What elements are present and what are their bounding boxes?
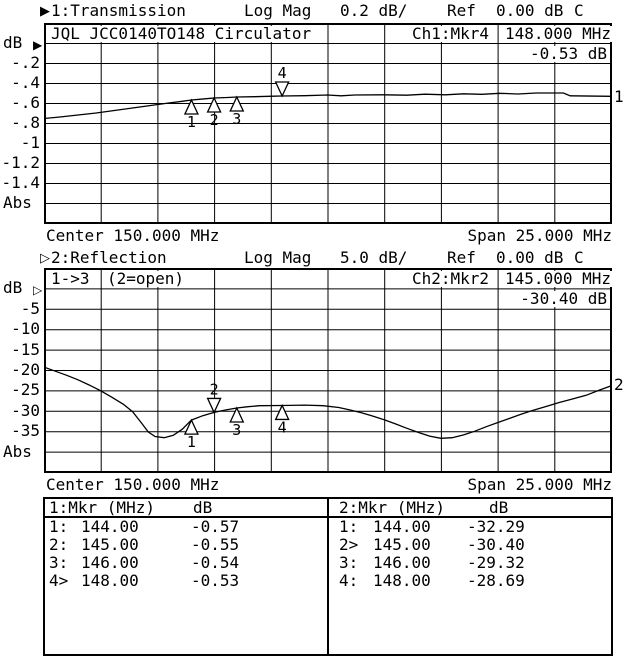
channel2-marker-readout-freq: 145.000 MHz (502, 271, 612, 287)
channel1-ref-label: Ref (447, 1, 476, 20)
channel2-abs-label: Abs (3, 442, 32, 461)
marker-table-cell: 148.00 (373, 571, 431, 590)
marker-2-triangle-icon (208, 98, 221, 112)
marker-table-cell: 4> (49, 571, 69, 590)
y-axis-label: -1.4 (1, 173, 40, 192)
marker-1-number: 1 (186, 433, 196, 452)
channel2-title-cell-condition: (2=open) (107, 269, 185, 288)
marker-table-ch1-title: 1:Mkr (MHz) (49, 498, 155, 517)
channel1-label: 1:Transmission (51, 1, 186, 20)
marker-table-cell: -32.29 (467, 517, 525, 536)
y-axis-label: -15 (11, 339, 40, 359)
marker-table-row (329, 536, 611, 554)
channel1-trace-number: 1 (614, 87, 624, 106)
channel1-active-arrow-icon: ▶ (40, 4, 50, 19)
channel2-inactive-arrow-icon: ▷ (40, 251, 50, 266)
marker-table-ch2-unit: dB (489, 498, 509, 517)
channel2-y-unit: dB (3, 278, 23, 297)
channel2-title-cell-path: 1->3 (51, 269, 90, 288)
channel2-status-flag: C (574, 248, 584, 267)
marker-table-cell: 2: (49, 535, 69, 554)
channel2-marker-readout-label: Ch2:Mkr2 (398, 271, 490, 287)
channel2-marker-readout-value: -30.40 dB (502, 291, 608, 307)
marker-table-row (45, 518, 327, 536)
y-axis-label: -.6 (11, 93, 40, 112)
marker-table-cell: -0.57 (191, 517, 240, 536)
channel1-device-title: JQL JCC0140TO148 Circulator (51, 24, 312, 43)
marker-table-row (45, 554, 327, 572)
y-axis-label: -20 (11, 360, 40, 379)
marker-table-cell: 2> (339, 535, 359, 554)
marker-table-ch2-title: 2:Mkr (MHz) (339, 498, 445, 517)
channel1-ref-value: 0.00 dB (496, 1, 564, 20)
channel1-y-unit: dB (3, 33, 23, 52)
marker-table-row (329, 518, 611, 536)
y-axis-label: -1.2 (1, 153, 40, 172)
marker-table-cell: -29.32 (467, 553, 525, 572)
marker-table-cell: 146.00 (373, 553, 431, 572)
channel1-center-frequency: Center 150.000 MHz (46, 226, 220, 245)
marker-table-box (43, 497, 613, 656)
y-axis-label: -1 (20, 133, 40, 152)
channel2-trace-number: 2 (614, 375, 624, 394)
marker-4-active-triangle-icon (276, 82, 289, 96)
marker-table-cell: -0.55 (191, 535, 240, 554)
y-axis-label: -30 (11, 400, 40, 420)
marker-1-triangle-icon (185, 100, 198, 114)
marker-table-cell: -30.40 (467, 535, 525, 554)
marker-table-row (45, 536, 327, 554)
marker-table-cell: 4: (339, 571, 359, 590)
marker-2-active-triangle-icon (208, 398, 221, 412)
marker-3-number: 3 (232, 421, 242, 440)
marker-4-triangle-icon (276, 405, 289, 419)
channel2-center-frequency: Center 150.000 MHz (46, 475, 220, 494)
marker-table-cell: 144.00 (373, 517, 431, 536)
marker-table-cell: -0.53 (191, 571, 240, 590)
marker-table-cell: 148.00 (81, 571, 139, 590)
marker-1-number: 1 (186, 113, 196, 131)
channel1-status-flag: C (574, 1, 584, 20)
channel1-ref-pointer-icon: ▶ (33, 38, 43, 52)
marker-table-cell: 3: (49, 553, 69, 572)
marker-table-cell: 1: (339, 517, 359, 536)
channel2-ref-value: 0.00 dB (496, 248, 564, 267)
marker-4-number: 4 (277, 418, 287, 437)
channel2-format: Log Mag (244, 248, 312, 267)
channel1-header (40, 3, 640, 19)
channel1-marker-readout-label: Ch1:Mkr4 (398, 26, 490, 42)
channel1-abs-label: Abs (3, 193, 32, 212)
y-axis-label: -5 (20, 298, 40, 318)
marker-3-number: 3 (232, 110, 242, 128)
marker-2-number: 2 (209, 380, 219, 399)
channel1-marker-readout-freq: 148.000 MHz (502, 26, 612, 42)
channel1-scale: 0.2 dB/ (340, 1, 408, 20)
marker-table-ch1 (45, 499, 327, 654)
marker-table-ch1-rows (45, 518, 327, 590)
channel2-scale: 5.0 dB/ (340, 248, 408, 267)
channel1-marker-readout-value: -0.53 dB (502, 46, 608, 62)
channel2-span: Span 25.000 MHz (467, 475, 612, 494)
marker-2-number: 2 (209, 111, 219, 129)
y-axis-label: -.2 (11, 53, 40, 72)
marker-table-cell: 144.00 (81, 517, 139, 536)
channel1-span: Span 25.000 MHz (467, 226, 612, 245)
marker-table-cell: 146.00 (81, 553, 139, 572)
marker-table-cell: 1: (49, 517, 69, 536)
y-axis-label: -10 (11, 319, 40, 339)
y-axis-label: -.8 (11, 113, 40, 132)
y-axis-label: -35 (11, 421, 40, 441)
marker-table-cell: 145.00 (81, 535, 139, 554)
marker-table-ch1-header (45, 499, 327, 518)
marker-table-cell: -28.69 (467, 571, 525, 590)
channel2-ref-label: Ref (447, 248, 476, 267)
marker-table-cell: -0.54 (191, 553, 240, 572)
marker-table-row (45, 572, 327, 590)
marker-table-cell: 3: (339, 553, 359, 572)
marker-table-row (329, 554, 611, 572)
marker-table-ch1-unit: dB (193, 498, 213, 517)
marker-table-cell: 145.00 (373, 535, 431, 554)
y-axis-label: -25 (11, 380, 40, 400)
marker-table-ch2-header (329, 499, 611, 518)
y-axis-label: -.4 (11, 73, 40, 92)
marker-table-row (329, 572, 611, 590)
channel2-ref-pointer-icon: ▷ (33, 283, 43, 297)
channel1-format: Log Mag (244, 1, 312, 20)
marker-1-triangle-icon (185, 420, 198, 434)
marker-table-ch2-rows (329, 518, 611, 590)
channel2-header (40, 250, 640, 266)
marker-table-ch2 (327, 499, 611, 654)
channel2-label: 2:Reflection (51, 248, 167, 267)
marker-4-number: 4 (277, 64, 287, 82)
marker-3-triangle-icon (230, 408, 243, 422)
